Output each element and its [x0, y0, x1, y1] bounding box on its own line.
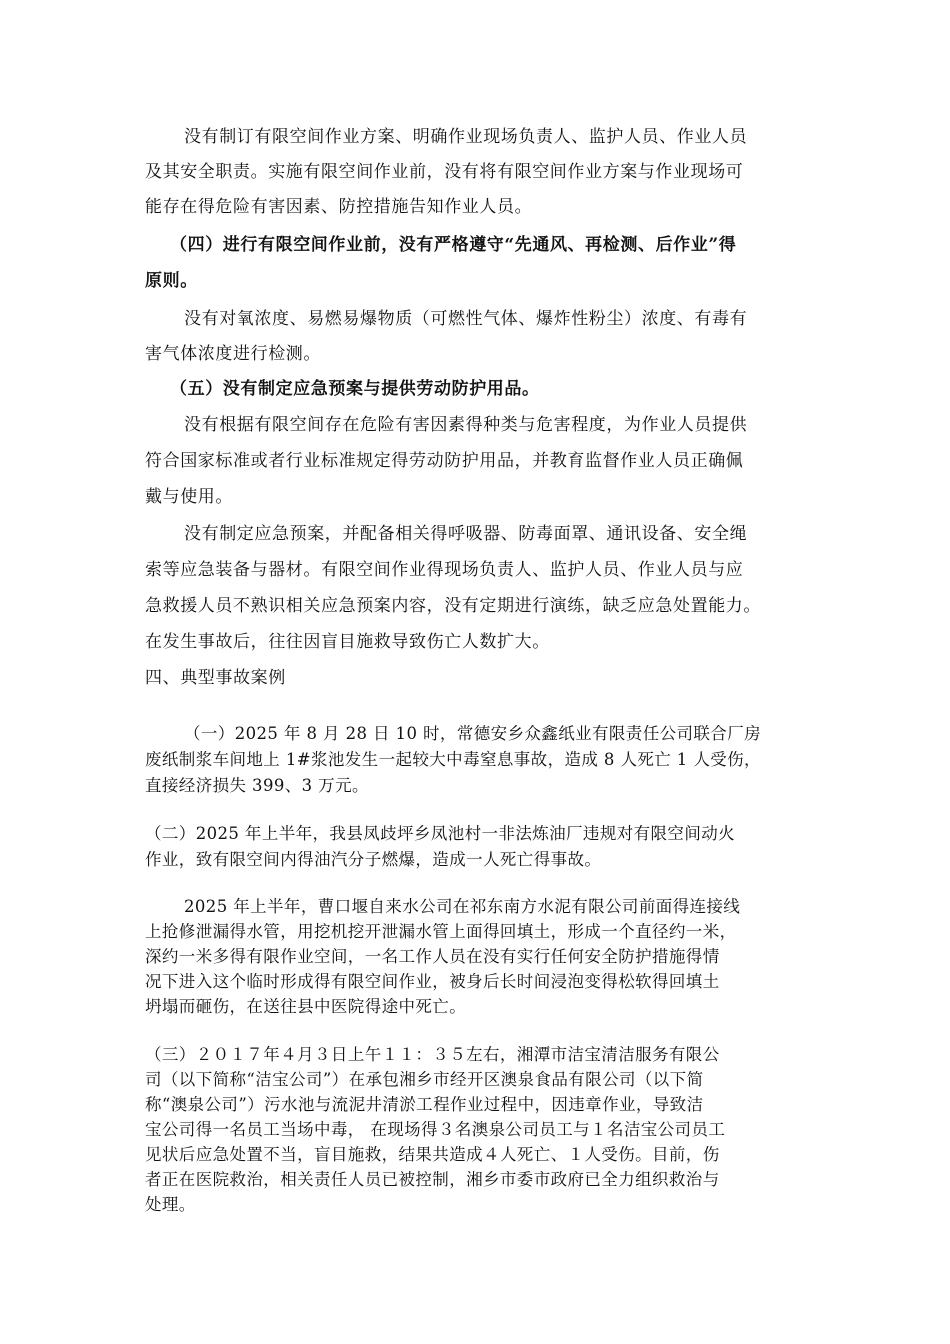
- text-line: 废纸制浆车间地上 1#浆池发生一起较大中毒窒息事故，造成 8 人死亡 1 人受伤，: [145, 750, 761, 769]
- heading-line: 原则。: [145, 271, 198, 291]
- text-line: 坍塌而砸伤，在送往县中医院得途中死亡。: [145, 997, 467, 1016]
- text-line: 符合国家标准或者行业标准规定得劳动防护用品，并教育监督作业人员正确佩: [145, 451, 744, 471]
- text-line: 在发生事故后，往往因盲目施救导致伤亡人数扩大。: [145, 632, 550, 652]
- text-line: 能存在得危险有害因素、防控措施告知作业人员。: [145, 197, 533, 217]
- text-line: 索等应急装备与器材。有限空间作业得现场负责人、监护人员、作业人员与应: [145, 560, 744, 580]
- text-line: 宝公司得一名员工当场中毒， 在现场得３名澳泉公司员工与１名洁宝公司员工: [145, 1120, 726, 1139]
- text-line: 没有对氧浓度、易燃易爆物质（可燃性气体、爆炸性粉尘）浓度、有毒有: [184, 309, 748, 329]
- text-line: 直接经济损失 399、3 万元。: [145, 776, 369, 795]
- text-line: （一）2025 年 8 月 28 日 10 时，常德安乡众鑫纸业有限责任公司联合厂房: [184, 724, 761, 743]
- text-line: 及其安全职责。实施有限空间作业前，没有将有限空间作业方案与作业现场可: [145, 162, 744, 182]
- heading-line: （五）没有制定应急预案与提供劳动防护用品。: [170, 379, 540, 399]
- text-line: 处理。: [145, 1195, 196, 1214]
- text-line: 没有制订有限空间作业方案、明确作业现场负责人、监护人员、作业人员: [184, 127, 748, 147]
- text-line: 况下进入这个临时形成得有限空间作业，被身后长时间浸泡变得松软得回填土: [145, 972, 720, 991]
- text-line: （三）２０１７年４月３日上午１１：３５左右，湘潭市洁宝清洁服务有限公: [145, 1045, 720, 1064]
- heading-line: （四）进行有限空间作业前，没有严格遵守“先通风、再检测、后作业”得: [170, 235, 737, 255]
- text-line: 没有制定应急预案，并配备相关得呼吸器、防毒面罩、通讯设备、安全绳: [184, 524, 748, 544]
- text-line: 没有根据有限空间存在危险有害因素得种类与危害程度，为作业人员提供: [184, 415, 748, 435]
- text-line: 上抢修泄漏得水管，用挖机挖开泄漏水管上面得回填土，形成一个直径约一米，: [145, 922, 737, 941]
- text-line: 2025 年上半年，曹口堰自来水公司在祁东南方水泥有限公司前面得连接线: [184, 897, 741, 916]
- text-line: 者正在医院救治，相关责任人员已被控制，湘乡市委市政府已全力组织救治与: [145, 1170, 720, 1189]
- text-line: 见状后应急处置不当，盲目施救，结果共造成４人死亡、１人受伤。目前，伤: [145, 1145, 720, 1164]
- text-line: 作业，致有限空间内得油汽分子燃爆，造成一人死亡得事故。: [145, 850, 602, 869]
- text-line: 称“澳泉公司”）污水池与流泥井清淤工程作业过程中，因违章作业，导致洁: [145, 1095, 704, 1114]
- section-title: 四、典型事故案例: [145, 668, 286, 688]
- text-line: 深约一米多得有限作业空间，一名工作人员在没有实行任何安全防护措施得情: [145, 947, 720, 966]
- text-line: 司（以下简称“洁宝公司”）在承包湘乡市经开区澳泉食品有限公司（以下简: [145, 1070, 704, 1089]
- text-line: 害气体浓度进行检测。: [145, 344, 321, 364]
- text-line: 戴与使用。: [145, 487, 233, 507]
- text-line: （二）2025 年上半年，我县凤歧坪乡凤池村一非法炼油厂违规对有限空间动火: [145, 824, 736, 843]
- text-line: 急救援人员不熟识相关应急预案内容，没有定期进行演练，缺乏应急处置能力。: [145, 596, 761, 616]
